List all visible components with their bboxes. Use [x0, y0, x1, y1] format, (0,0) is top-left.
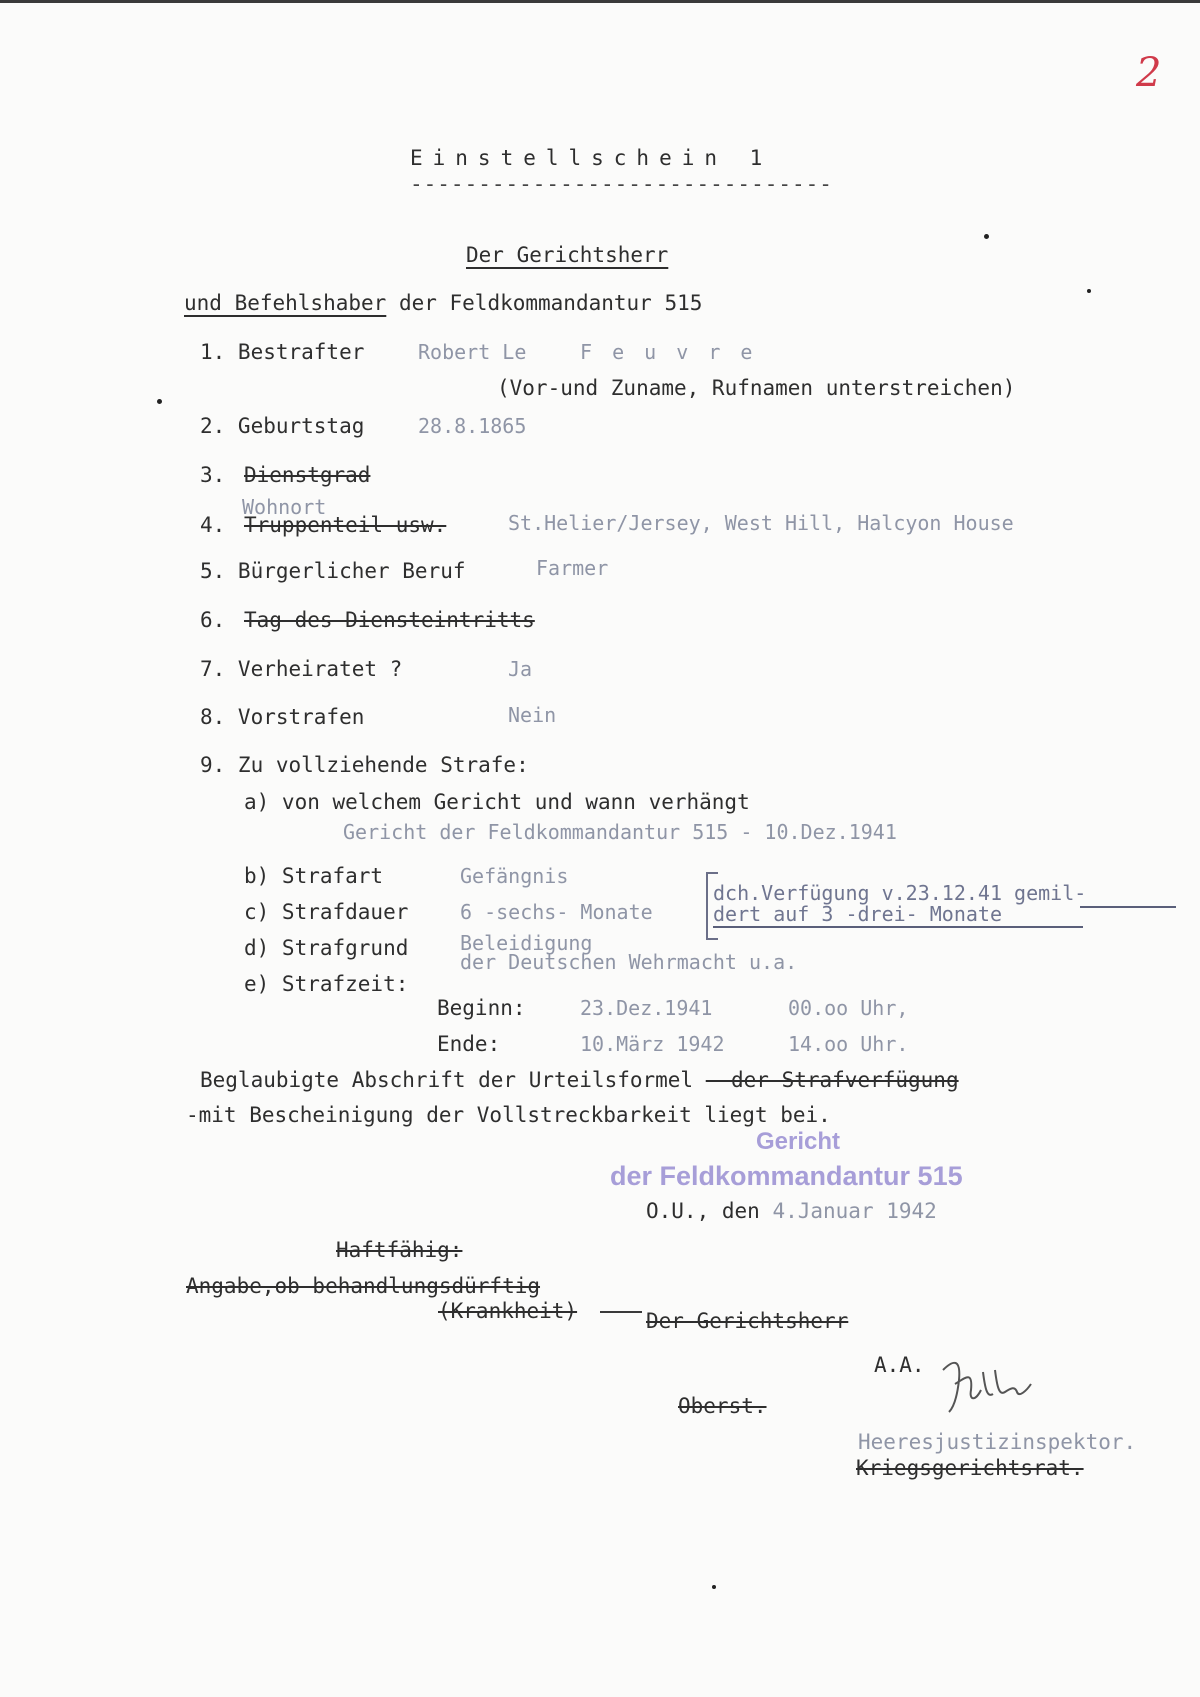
authority-line2	[184, 293, 702, 314]
item2-label: 2. Geburtstag	[200, 414, 365, 438]
fitness-line1: Haftfähig:	[336, 1238, 463, 1262]
item9c-note-underline2	[713, 926, 1083, 928]
stamp-line2: der Feldkommandantur 515	[610, 1161, 963, 1191]
speck	[1087, 289, 1091, 293]
page-number: 2	[1136, 50, 1162, 96]
begin-time: 00.oo Uhr,	[788, 996, 909, 1020]
item7-value: Ja	[508, 657, 533, 681]
place-date-prefix: O.U., den	[646, 1199, 773, 1223]
item6-struck-label: Tag des Diensteintritts	[244, 608, 535, 632]
item9a-value: Gericht der Feldkommandantur 515 - 10.Dez.1941	[343, 820, 897, 844]
issue-date: 4.Januar 1942	[772, 1199, 937, 1223]
end-time: 14.oo Uhr.	[788, 1032, 909, 1056]
authority-line1: Der Gerichtsherr	[466, 243, 669, 267]
item6-number: 6.	[200, 608, 226, 632]
item7-label: 7. Verheiratet ?	[200, 657, 403, 681]
item3-number: 3.	[200, 463, 226, 487]
item9-label: 9. Zu vollziehende Strafe:	[200, 753, 529, 777]
page-top-edge	[0, 0, 1200, 3]
item9b-value: Gefängnis	[460, 864, 569, 888]
attachment-line1-struck: - der Strafverfügung	[705, 1068, 959, 1092]
item9b-label: b) Strafart	[244, 864, 384, 888]
item9c-note-line1: dch.Verfügung v.23.12.41 gemil-	[713, 881, 1087, 905]
attachment-line2: -mit Bescheinigung der Vollstreckbarkeit liegt bei.	[186, 1103, 831, 1127]
begin-label: Beginn:	[437, 996, 526, 1020]
item3-struck-label: Dienstgrad	[244, 463, 371, 487]
speck	[984, 234, 989, 239]
fitness-line2: Angabe,ob behandlungsdürftig	[186, 1274, 541, 1298]
item4-number: 4.	[200, 513, 226, 537]
handwritten-signature	[935, 1350, 1035, 1420]
end-date: 10.März 1942	[580, 1032, 725, 1056]
attachment-line1-start: Beglaubigte Abschrift der Urteilsformel	[200, 1068, 706, 1092]
authority-underlined: und Befehlshaber	[184, 291, 387, 315]
item9c-note-underline1	[1080, 906, 1176, 908]
speck	[712, 1585, 716, 1589]
item2-value: 28.8.1865	[418, 414, 527, 438]
end-label: Ende:	[437, 1032, 501, 1056]
speck	[157, 399, 162, 404]
item1-label: 1. Bestrafter	[200, 340, 365, 364]
item1-last-name: F e u v r e	[580, 340, 757, 364]
document-title: Einstellschein 1	[410, 146, 773, 170]
fitness-line3: (Krankheit)	[438, 1299, 578, 1323]
gerichtsherr-struck: Der Gerichtsherr	[646, 1309, 849, 1333]
begin-date: 23.Dez.1941	[580, 996, 713, 1020]
item8-label: 8. Vorstrafen	[200, 705, 365, 729]
signature-aa: A.A.	[874, 1353, 925, 1377]
item8-value: Nein	[508, 703, 557, 727]
item9c-value: 6 -sechs- Monate	[460, 900, 653, 924]
authority-rest: der Feldkommandantur 515	[386, 291, 703, 315]
title-rule: -------------------------------	[410, 172, 833, 196]
item4-correction: Wohnort	[242, 495, 327, 519]
item9a-label: a) von welchem Gericht und wann verhängt	[244, 790, 750, 814]
item9d-label: d) Strafgrund	[244, 936, 409, 960]
signatory-title-struck: Kriegsgerichtsrat.	[856, 1456, 1084, 1480]
attachment-line1	[200, 1070, 959, 1091]
place-date	[646, 1201, 937, 1222]
item9c-label: c) Strafdauer	[244, 900, 409, 924]
item9c-note-line2: dert auf 3 -drei- Monate	[713, 902, 1002, 926]
item5-label: 5. Bürgerlicher Beruf	[200, 559, 466, 583]
item4-value: St.Helier/Jersey, West Hill, Halcyon House	[508, 511, 1014, 535]
item9e-label: e) Strafzeit:	[244, 972, 409, 996]
item9d-value-line1: Beleidigung	[460, 931, 593, 955]
item9d-value-line2: der Deutschen Wehrmacht u.a.	[460, 950, 798, 974]
rank-struck: Oberst.	[678, 1394, 767, 1418]
item4-struck-label: Truppenteil usw.	[244, 513, 447, 537]
item1-first-name: Robert Le	[418, 340, 527, 364]
stamp-line1: Gericht	[756, 1128, 841, 1155]
item5-value: Farmer	[536, 556, 609, 580]
item1-note: (Vor-und Zuname, Rufnamen unterstreichen)	[497, 376, 1016, 400]
signatory-title: Heeresjustizinspektor.	[858, 1430, 1137, 1454]
fitness-connector-line	[600, 1311, 642, 1313]
